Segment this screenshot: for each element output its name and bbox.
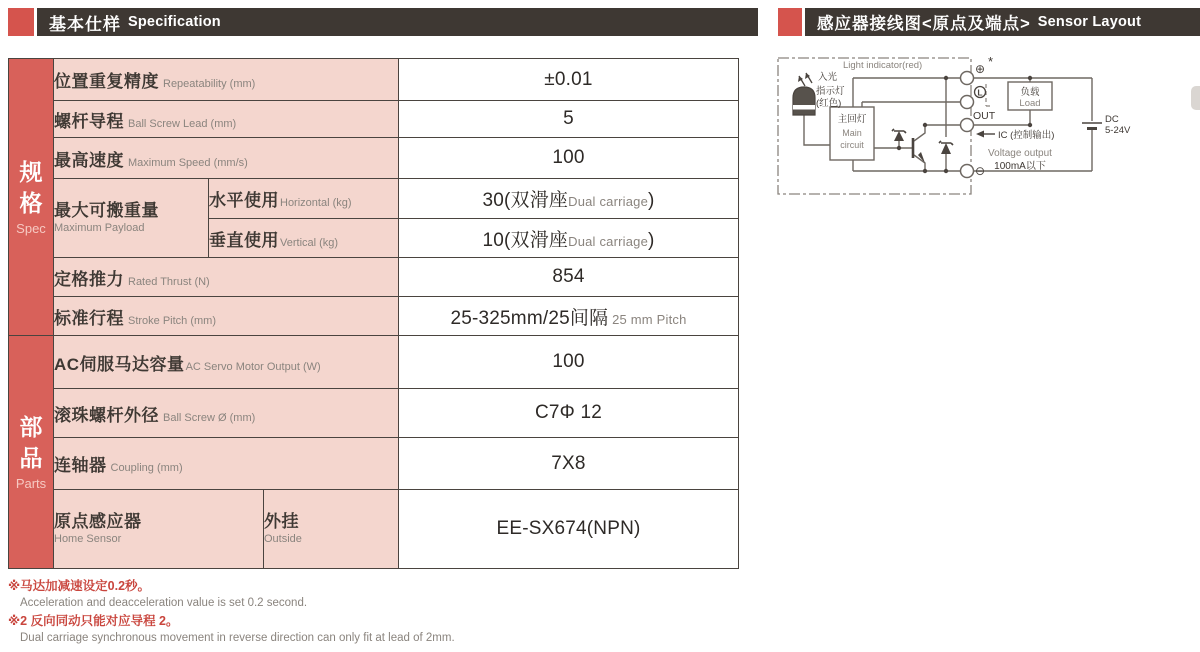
sensor-wiring-diagram: [775, 50, 1200, 200]
note-zh: ※马达加减速设定0.2秒。: [8, 579, 151, 593]
header-accent-left: [8, 8, 34, 36]
label-repeatability: 位置重复精度 Repeatability (mm): [54, 59, 399, 101]
label-max-speed: 最高速度 Maximum Speed (mm/s): [54, 138, 399, 179]
section-spec: [9, 59, 54, 336]
table-row: [9, 59, 739, 101]
footnotes: [8, 578, 455, 648]
led-label: 入光: [818, 72, 838, 83]
value-payload-vertical: 10(双滑座Dual carriage): [399, 219, 739, 258]
table-row: [9, 438, 739, 490]
section-label-en: Spec: [16, 221, 46, 236]
label-rated-thrust: 定格推力 Rated Thrust (N): [54, 258, 399, 297]
table-row: [9, 490, 739, 569]
terminal-l-glyph: L: [977, 87, 983, 98]
sensor-header-bar: [805, 8, 1200, 36]
led-label: (红色): [816, 98, 842, 109]
terminal-plus-glyph: ⊕: [975, 62, 986, 76]
label-coupling: 连轴器 Coupling (mm): [54, 438, 399, 490]
terminal-minus-glyph: ⊖: [975, 164, 986, 178]
section-char: 部: [19, 414, 43, 440]
out-label: OUT: [973, 110, 996, 122]
zener-diode: [892, 129, 906, 141]
main-circuit-label-en: circuit: [840, 140, 864, 150]
label-payload-horizontal: 水平使用Horizontal (kg): [209, 179, 399, 219]
value-ball-screw-dia: C7Φ 12: [399, 389, 739, 438]
section-char: 规: [19, 159, 43, 185]
value-ball-screw-lead: 5: [399, 101, 739, 138]
sensor-header-title-zh: 感应器接线图<原点及端点>: [817, 15, 1031, 33]
led-indicator: [793, 73, 815, 115]
table-row: [9, 258, 739, 297]
section-char: 格: [19, 190, 43, 216]
main-circuit-label-en: Main: [842, 128, 862, 138]
label-home-sensor: 原点感应器 Home Sensor: [54, 490, 264, 569]
zener-diode: [939, 141, 953, 154]
table-row: [9, 138, 739, 179]
section-char: 品: [19, 445, 43, 471]
section-parts: [9, 336, 54, 569]
table-row: [9, 101, 739, 138]
table-row: [9, 389, 739, 438]
main-circuit-label-zh: 主回灯: [837, 114, 867, 125]
value-repeatability: ±0.01: [399, 59, 739, 101]
voltage-output-label: Voltage output: [988, 148, 1052, 159]
label-home-sensor-outside: 外挂 Outside: [264, 490, 399, 569]
label-stroke: 标准行程 Stroke Pitch (mm): [54, 297, 399, 336]
table-row: [9, 297, 739, 336]
label-payload-vertical: 垂直使用Vertical (kg): [209, 219, 399, 258]
current-limit-label: 100mA以下: [994, 161, 1046, 172]
value-payload-horizontal: 30(双滑座Dual carriage): [399, 179, 739, 219]
ic-label: IC (控制输出): [998, 130, 1055, 141]
table-row: [9, 336, 739, 389]
value-stroke: 25-325mm/25间隔 25 mm Pitch: [399, 297, 739, 336]
dc-label: DC: [1105, 114, 1119, 125]
terminal-l-circle: [961, 96, 974, 109]
value-servo-output: 100: [399, 336, 739, 389]
value-home-sensor: EE-SX674(NPN): [399, 490, 739, 569]
spec-header-title-en: Specification: [128, 14, 221, 30]
led-label: 指示灯: [816, 86, 845, 97]
label-servo-output: AC伺服马达容量AC Servo Motor Output (W): [54, 336, 399, 389]
spec-table: [8, 58, 739, 569]
boundary-dash-detail: [986, 84, 992, 106]
note-zh: ※2 反向同动只能对应导程 2。: [8, 614, 179, 628]
asterisk-mark: *: [988, 54, 994, 69]
spec-header-title-zh: 基本仕样: [49, 14, 121, 34]
value-rated-thrust: 854: [399, 258, 739, 297]
light-indicator-label: Light indicator(red): [843, 60, 923, 71]
value-max-speed: 100: [399, 138, 739, 179]
header-accent-right: [778, 8, 802, 36]
load-label-zh: 负载: [1020, 87, 1040, 98]
sensor-header-title-en: Sensor Layout: [1037, 14, 1142, 30]
battery-symbol: [1082, 123, 1102, 129]
value-coupling: 7X8: [399, 438, 739, 490]
cropped-edge-element: [1191, 86, 1200, 110]
label-ball-screw-lead: 螺杆导程 Ball Screw Lead (mm): [54, 101, 399, 138]
label-ball-screw-dia: 滚珠螺杆外径 Ball Screw Ø (mm): [54, 389, 399, 438]
ic-arrow: [976, 131, 995, 138]
terminal-plus-circle: [961, 72, 974, 85]
terminal-minus-circle: [961, 165, 974, 178]
load-label-en: Load: [1019, 98, 1041, 109]
terminal-out-circle: [961, 119, 974, 132]
dc-voltage-label: 5-24V: [1105, 125, 1131, 136]
table-row: [9, 179, 739, 219]
note-en: Dual carriage synchronous movement in reverse direction can only fit at lead of 2mm.: [20, 632, 455, 644]
section-label-en: Parts: [15, 476, 47, 491]
note-en: Acceleration and deacceleration value is set 0.2 second.: [20, 597, 308, 609]
label-max-payload: 最大可搬重量 Maximum Payload: [54, 179, 209, 258]
spec-header-bar: [37, 8, 758, 36]
